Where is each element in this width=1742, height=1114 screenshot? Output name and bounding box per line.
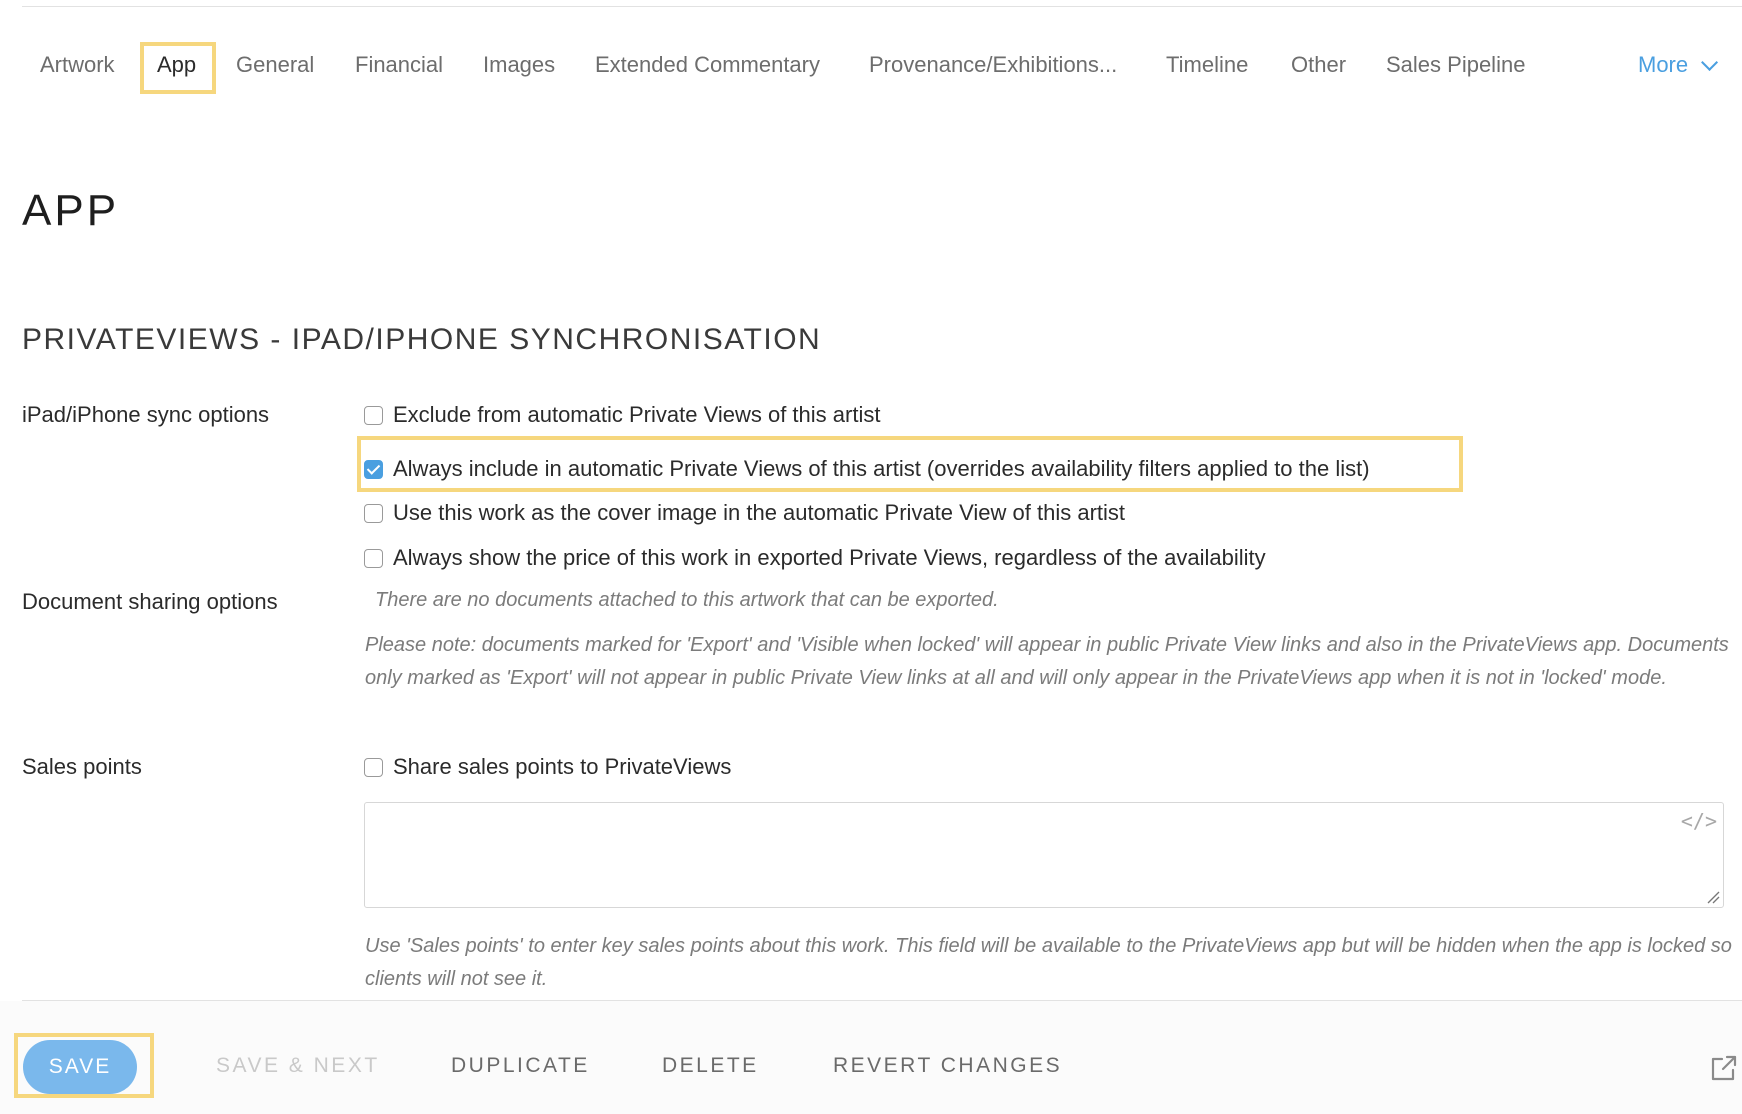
tab-sales-pipeline[interactable]: Sales Pipeline <box>1386 52 1526 77</box>
option-always-include[interactable] <box>364 454 1370 484</box>
tab-app[interactable]: App <box>157 52 197 77</box>
exclude-checkbox[interactable] <box>364 406 383 425</box>
share-sales-points[interactable] <box>364 752 731 782</box>
tab-general[interactable]: General <box>236 52 315 77</box>
more-label: More <box>1638 52 1689 77</box>
revert-changes-button[interactable]: REVERT CHANGES <box>833 1054 1063 1077</box>
tab-extended-commentary[interactable]: Extended Commentary <box>595 52 820 77</box>
sales-points-help: Use 'Sales points' to enter key sales points about this work. This field will be available to the PrivateViews app but will be hidden when the app is locked so clients will not see it. <box>365 935 1732 990</box>
save-button[interactable]: SAVE <box>23 1040 137 1094</box>
option-label: Exclude from automatic Private Views of this artist <box>393 402 881 427</box>
tab-timeline[interactable]: Timeline <box>1166 52 1249 77</box>
sales-points-textarea[interactable] <box>364 802 1724 908</box>
section-title: PRIVATEVIEWS - IPAD/IPHONE SYNCHRONISATION <box>22 323 822 356</box>
option-exclude[interactable] <box>364 400 880 430</box>
more-menu[interactable] <box>1638 52 1712 78</box>
sales-points-label: Sales points <box>22 754 142 779</box>
code-icon[interactable]: </> <box>1680 809 1717 833</box>
delete-button[interactable]: DELETE <box>662 1054 759 1077</box>
resize-handle-icon[interactable] <box>1706 890 1720 904</box>
option-show-price[interactable] <box>364 543 1266 573</box>
page-title: APP <box>22 186 120 235</box>
top-divider <box>22 6 1742 7</box>
option-label: Always show the price of this work in exported Private Views, regardless of the availability <box>393 545 1266 570</box>
external-link-icon[interactable] <box>1708 1052 1740 1084</box>
option-label: Always include in automatic Private Views of this artist (overrides availability filters applied to the list) <box>393 456 1370 481</box>
tab-financial[interactable]: Financial <box>355 52 444 77</box>
option-label: Share sales points to PrivateViews <box>393 754 732 779</box>
show-price-checkbox[interactable] <box>364 549 383 568</box>
save-next-button[interactable]: SAVE & NEXT <box>216 1054 380 1077</box>
option-cover-image[interactable] <box>364 498 1125 528</box>
duplicate-button[interactable]: DUPLICATE <box>451 1054 590 1077</box>
tab-artwork[interactable]: Artwork <box>40 52 115 77</box>
tab-provenance-exhibitions[interactable]: Provenance/Exhibitions... <box>869 52 1118 77</box>
cover-image-checkbox[interactable] <box>364 504 383 523</box>
tab-images[interactable]: Images <box>483 52 556 77</box>
always-include-checkbox[interactable] <box>364 460 383 479</box>
sync-options-label: iPad/iPhone sync options <box>22 402 270 427</box>
option-label: Use this work as the cover image in the automatic Private View of this artist <box>393 500 1126 525</box>
chevron-down-icon <box>1701 54 1718 71</box>
documents-note: Please note: documents marked for 'Export' and 'Visible when locked' will appear in public Private View links and also in the PrivateViews app. Documents only marked as 'Export' will not appear in public Private View links at all and will only appear in the PrivateViews app when it is not in 'locked' mode. <box>365 634 1729 689</box>
no-documents-text: There are no documents attached to this artwork that can be exported. <box>375 589 999 611</box>
document-sharing-label: Document sharing options <box>22 589 278 614</box>
share-sales-points-checkbox[interactable] <box>364 758 383 777</box>
tab-other[interactable]: Other <box>1291 52 1347 77</box>
